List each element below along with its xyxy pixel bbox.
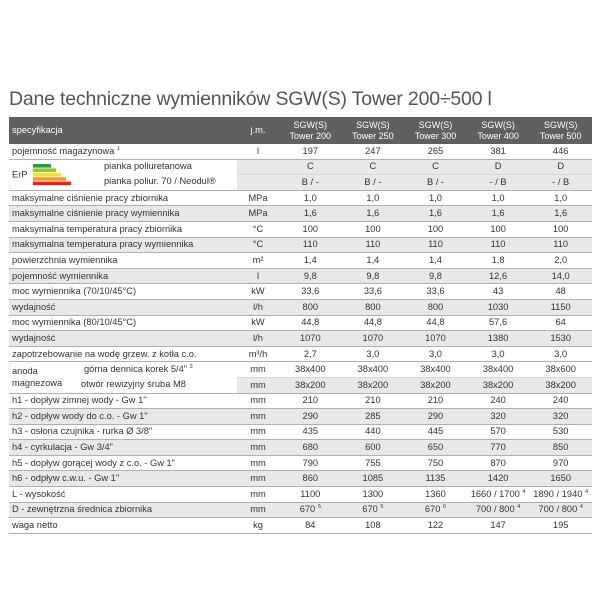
table-row: wydajność l/h 800 800 800 1030 1150 bbox=[9, 299, 592, 315]
table-row: powierzchnia wymiennika m² 1,4 1,4 1,4 1,8 2,0 bbox=[9, 253, 592, 269]
table-row: h6 - odpływ c.w.u. - Gw 1" mm 860 1085 1135 1420 1650 bbox=[9, 471, 592, 487]
erp-sub-label-2: pianka poliur. 70 / Neodul® bbox=[104, 175, 216, 186]
header-model: SGW(S) Tower 250 bbox=[342, 117, 405, 144]
spec-table bbox=[9, 117, 592, 534]
table-row: maksymalne ciśnienie pracy wymiennika MPa 1,6 1,6 1,6 1,6 1,6 bbox=[9, 206, 592, 222]
energy-bar-e bbox=[33, 181, 71, 185]
table-row: h4 - cyrkulacja - Gw 3/4" mm 680 600 650 770 850 bbox=[9, 440, 592, 456]
header-model: SGW(S) Tower 200 bbox=[279, 117, 342, 144]
table-row: h1 - dopływ zimnej wody - Gw 1" mm 210 210 210 240 240 bbox=[9, 393, 592, 409]
table-row: mm 38x200 38x200 38x200 38x200 38x200 bbox=[9, 377, 592, 393]
energy-bar-c bbox=[33, 172, 61, 176]
table-row: moc wymiennika (80/10/45°C) kW 44,8 44,8 44,8 57,6 64 bbox=[9, 315, 592, 331]
energy-bar-a bbox=[33, 164, 51, 168]
header-model: SGW(S) Tower 500 bbox=[529, 117, 592, 144]
header-spec: specyfikacja bbox=[9, 117, 237, 144]
energy-bar-b bbox=[33, 168, 56, 172]
header-unit: j.m. bbox=[237, 117, 279, 144]
table-row: ErP pianka poliuretanowa pianka poliur. 70 / Neodul® C C C D D bbox=[9, 159, 592, 175]
table-row: maksymalne ciśnienie pracy zbiornika MPa 1,0 1,0 1,0 1,0 1,0 bbox=[9, 190, 592, 206]
table-row: wydajność l/h 1070 1070 1070 1380 1530 bbox=[9, 331, 592, 347]
table-row: h3 - osłona czujnika - rurka Ø 3/8" mm 435 440 445 570 530 bbox=[9, 424, 592, 440]
table-row: zapotrzebowanie na wodę grzew. z kotła c.o. m³/h 2,7 3,0 3,0 3,0 3,0 bbox=[9, 346, 592, 362]
page-title: Dane techniczne wymienników SGW(S) Tower 200÷500 l bbox=[9, 88, 492, 110]
erp-sub-label-1: pianka poliuretanowa bbox=[104, 160, 192, 171]
table-row: maksymalna temperatura pracy wymiennika °C 110 110 110 110 110 bbox=[9, 237, 592, 253]
table-row: B / - B / - B / - - / B - / B bbox=[9, 175, 592, 191]
table-row: h2 - odpływ wody do c.o. - Gw 1" mm 290 285 290 320 320 bbox=[9, 409, 592, 425]
table-row: moc wymiennika (70/10/45°C) kW 33,6 33,6 33,6 43 48 bbox=[9, 284, 592, 300]
table-row: L - wysokość mm 1100 1300 1360 1660 / 1700 $^4$ 1890 / 1940 $^4$ bbox=[9, 487, 592, 503]
header-model: SGW(S) Tower 400 bbox=[467, 117, 530, 144]
erp-label: ErP bbox=[12, 169, 28, 180]
table-row: waga netto kg 84 108 122 147 195 bbox=[9, 518, 592, 534]
table-row: anoda magnezowa górna dennica korek 5/4" $^3$ otwór rewizyjny śruba M8 mm 38x400 38x400 38x400 38x400 38x600 bbox=[9, 362, 592, 378]
table-header bbox=[9, 117, 592, 144]
energy-bar-d bbox=[33, 177, 66, 181]
energy-label-icon bbox=[33, 164, 75, 186]
table-row: pojemność wymiennika l 9,8 9,8 9,8 12,6 14,0 bbox=[9, 268, 592, 284]
table-row: h5 - dopływ gorącej wody z c.o. - Gw 1" mm 790 755 750 870 970 bbox=[9, 455, 592, 471]
anode-cell: anoda magnezowa górna dennica korek 5/4" $^3$ otwór rewizyjny śruba M8 bbox=[9, 362, 237, 393]
table-row: D - zewnętrzna średnica zbiornika mm 670 $^5$ 670 $^5$ 670 $^6$ 700 / 800 $^4$ 700 / 800 $^4$ bbox=[9, 502, 592, 518]
table-row: pojemność magazynowa $^1$ l 197 247 265 381 446 bbox=[9, 144, 592, 159]
erp-cell bbox=[9, 159, 237, 190]
header-model: SGW(S) Tower 300 bbox=[404, 117, 467, 144]
table-row: maksymalna temperatura pracy zbiornika °C 100 100 100 100 100 bbox=[9, 221, 592, 237]
